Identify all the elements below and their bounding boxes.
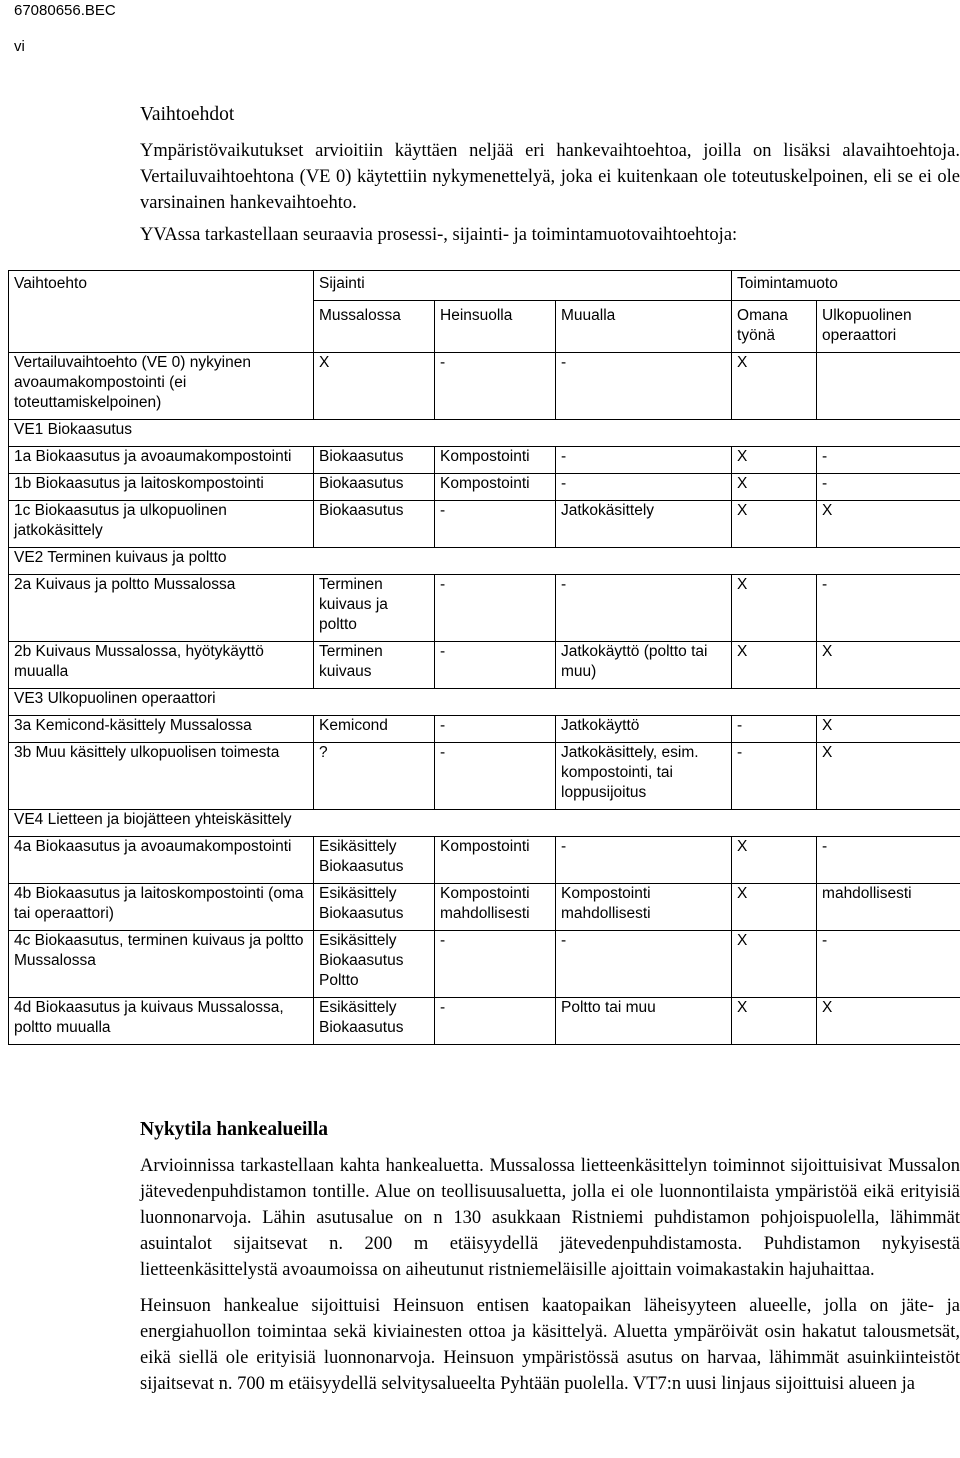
external-operator-cell: X [817,642,960,689]
mussalo-cell: Esikäsittely Biokaasutus [314,884,435,931]
mussalo-cell: Esikäsittely Biokaasutus Poltto [314,931,435,998]
heinsuo-cell: Kompostointi [435,447,556,474]
external-operator-cell: - [817,575,960,642]
table-row [9,884,960,931]
elsewhere-cell: Jatkokäsittely, esim. kompostointi, tai loppusijoitus [556,743,732,810]
section-title: Vaihtoehdot [140,104,235,125]
mussalo-cell: X [314,353,435,420]
heinsuo-cell: - [435,998,556,1045]
elsewhere-cell: - [556,931,732,998]
table-row [9,716,960,743]
group-label: VE4 Lietteen ja biojätteen yhteiskäsittely [9,810,960,837]
mussalo-cell: Esikäsittely Biokaasutus [314,837,435,884]
heinsuo-cell: - [435,642,556,689]
own-work-cell: X [732,575,817,642]
table-row [9,743,960,810]
external-operator-cell: X [817,743,960,810]
group-label: VE2 Terminen kuivaus ja poltto [9,548,960,575]
own-work-cell: X [732,998,817,1045]
own-work-cell: X [732,474,817,501]
table-row [9,501,960,548]
mussalo-cell: Biokaasutus [314,474,435,501]
table-row [9,447,960,474]
heinsuo-cell: - [435,716,556,743]
alternative-cell: 4d Biokaasutus ja kuivaus Mussalossa, poltto muualla [9,998,314,1045]
alternatives-table [8,270,960,1045]
table-row [9,575,960,642]
section-alternatives [140,102,960,248]
page-number: vi [14,38,25,55]
header-alternative: Vaihtoehto [9,271,314,353]
subheader-heinsuo: Heinsuolla [435,301,556,353]
section-title: Nykytila hankealueilla [140,1119,328,1140]
elsewhere-cell: - [556,575,732,642]
mussalo-cell: ? [314,743,435,810]
mussalo-cell: Biokaasutus [314,447,435,474]
own-work-cell: X [732,931,817,998]
own-work-cell: X [732,447,817,474]
external-operator-cell: - [817,447,960,474]
alternative-cell: 2b Kuivaus Mussalossa, hyötykäyttö muualla [9,642,314,689]
alternative-cell: 3a Kemicond-käsittely Mussalossa [9,716,314,743]
alternative-cell: 3b Muu käsittely ulkopuolisen toimesta [9,743,314,810]
own-work-cell: X [732,642,817,689]
alternative-cell: 2a Kuivaus ja poltto Mussalossa [9,575,314,642]
heinsuo-cell: - [435,353,556,420]
external-operator-cell: - [817,837,960,884]
alternative-cell: 4a Biokaasutus ja avoaumakompostointi [9,837,314,884]
alternative-cell: 4c Biokaasutus, terminen kuivaus ja poltto Mussalossa [9,931,314,998]
external-operator-cell: - [817,931,960,998]
elsewhere-cell: - [556,353,732,420]
header-location: Sijainti [314,271,732,301]
external-operator-cell: X [817,716,960,743]
own-work-cell: X [732,884,817,931]
own-work-cell: - [732,743,817,810]
own-work-cell: X [732,837,817,884]
external-operator-cell: X [817,998,960,1045]
table-group-row [9,420,960,447]
subheader-mussalo: Mussalossa [314,301,435,353]
table-row [9,353,960,420]
alternative-cell: 1c Biokaasutus ja ulkopuolinen jatkokäsittely [9,501,314,548]
section-current-state [140,1117,960,1397]
alternative-cell: Vertailuvaihtoehto (VE 0) nykyinen avoaumakompostointi (ei toteuttamiskelpoinen) [9,353,314,420]
own-work-cell: X [732,353,817,420]
elsewhere-cell: Poltto tai muu [556,998,732,1045]
group-label: VE1 Biokaasutus [9,420,960,447]
external-operator-cell: - [817,474,960,501]
table-group-row [9,548,960,575]
table-row [9,642,960,689]
elsewhere-cell: Jatkokäyttö [556,716,732,743]
elsewhere-cell: Jatkokäyttö (poltto tai muu) [556,642,732,689]
header-operation: Toimintamuoto [732,271,960,301]
group-label: VE3 Ulkopuolinen operaattori [9,689,960,716]
own-work-cell: X [732,501,817,548]
elsewhere-cell: - [556,447,732,474]
heinsuo-cell: - [435,743,556,810]
elsewhere-cell: - [556,837,732,884]
own-work-cell: - [732,716,817,743]
heinsuo-cell: Kompostointi [435,474,556,501]
subheader-own-work: Omana työnä [732,301,817,353]
heinsuo-cell: - [435,931,556,998]
subheader-elsewhere: Muualla [556,301,732,353]
mussalo-cell: Terminen kuivaus [314,642,435,689]
heinsuo-cell: Kompostointi mahdollisesti [435,884,556,931]
elsewhere-cell: Jatkokäsittely [556,501,732,548]
alternative-cell: 1a Biokaasutus ja avoaumakompostointi [9,447,314,474]
external-operator-cell: X [817,501,960,548]
mussalo-cell: Kemicond [314,716,435,743]
mussalo-cell: Biokaasutus [314,501,435,548]
heinsuo-cell: - [435,575,556,642]
intro-paragraph: Ympäristövaikutukset arvioitiin käyttäen neljää eri hankevaihtoehtoa, joilla on lisäksi alavaihtoehtoja. Vertailuvaihtoehtona (VE 0) käytettiin nykymenettelyä, joka ei kuitenkaan ole toteutuskelpoinen, eli se ei ole varsinainen hankevaihtoehto. [140,141,960,213]
paragraph-mussalo: Arvioinnissa tarkastellaan kahta hankealuetta. Mussalossa lietteenkäsittelyn toiminnot sijoittuisivat Mussalon jätevedenpuhdistamon tontille. Alue on teollisuusaluetta, jolla ei ole luonnontilaista ympäristöä eikä erityisiä luonnonarvoja. Lähin asutusalue on n 130 asukkaan Ristniemi puhdistamon pohjoispuolella, lähimmät asuintalot sijaitsevat n. 200 m etäisyydellä jätevedenpuhdistamosta. Puhdistamon nykyisestä lietteenkäsittelystä avoaumoissa on aiheutunut ristniemeläisille ajoittain voimakastakin hajuhaittaa. [140,1156,960,1280]
mussalo-cell: Esikäsittely Biokaasutus [314,998,435,1045]
elsewhere-cell: Kompostointi mahdollisesti [556,884,732,931]
table-row [9,931,960,998]
table-row [9,998,960,1045]
heinsuo-cell: Kompostointi [435,837,556,884]
alternative-cell: 4b Biokaasutus ja laitoskompostointi (oma tai operaattori) [9,884,314,931]
subheader-external-operator: Ulkopuolinen operaattori [817,301,960,353]
heinsuo-cell: - [435,501,556,548]
table-group-row [9,810,960,837]
table-row [9,474,960,501]
paragraph-heinsuo: Heinsuon hankealue sijoittuisi Heinsuon entisen kaatopaikan läheisyyteen alueelle, jolla on jäte- ja energiahuollon toimintaa sekä kiviainesten ottoa ja käsittelyä. Aluetta ympäröivät osin hakatut talousmetsät, eikä siellä ole erityisiä luonnonarvoja. Heinsuon ympäristössä asutus on harvaa, lähimmät asuinkiinteistöt sijaitsevat n. 700 m etäisyydellä selvitysalueelta Pyhtään puolella. VT7:n uusi linjaus sijoittuisi alueen ja [140,1296,960,1394]
table-group-row [9,689,960,716]
lead-paragraph: YVAssa tarkastellaan seuraavia prosessi-, sijainti- ja toimintamuotovaihtoehtoja: [140,225,738,245]
table-row [9,837,960,884]
alternative-cell: 1b Biokaasutus ja laitoskompostointi [9,474,314,501]
mussalo-cell: Terminen kuivaus ja poltto [314,575,435,642]
external-operator-cell [817,353,960,420]
table-header-row [9,271,960,301]
external-operator-cell: mahdollisesti [817,884,960,931]
document-id: 67080656.BEC [14,2,116,19]
elsewhere-cell: - [556,474,732,501]
